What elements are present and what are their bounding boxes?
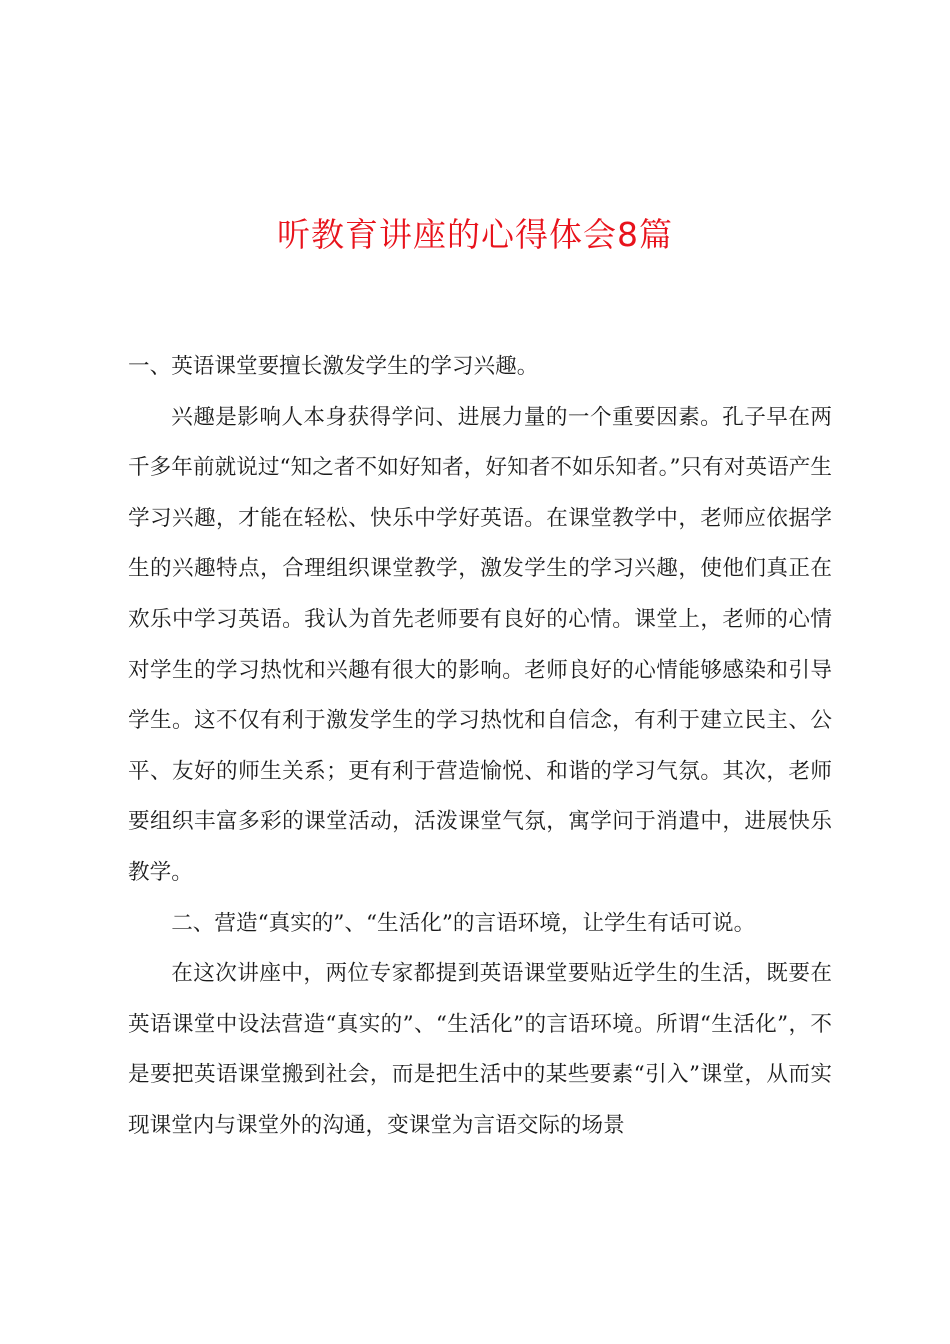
section-heading-2: 二、营造“真实的”、“生活化”的言语环境，让学生有话可说。: [171, 910, 756, 936]
paragraph-1: 兴趣是影响人本身获得学问、进展力量的一个重要因素。孔子早在两千多年前就说过“知之者不如好知者，好知者不如乐知者。”只有对英语产生学习兴趣，才能在轻松、快乐中学好英语。在课堂教学中，老师应依据学生的兴趣特点，合理组织课堂教学，激发学生的学习兴趣，使他们真正在欢乐中学习英语。我认为首先老师要有良好的心情。课堂上，老师的心情对学生的学习热忱和兴趣有很大的影响。老师良好的心情能够感染和引导学生。这不仅有利于激发学生的学习热忱和自信念，有利于建立民主、公平、友好的师生关系；更有利于营造愉悦、和谐的学习气氛。其次，老师要组织丰富多彩的课堂活动，活泼课堂气氛，寓学问于消遣中，进展快乐教学。: [128, 404, 832, 885]
section-heading-1: 一、英语课堂要擅长激发学生的学习兴趣。: [128, 354, 539, 379]
document-title: 听教育讲座的心得体会8篇: [277, 215, 673, 254]
paragraph-2: 在这次讲座中，两位专家都提到英语课堂要贴近学生的生活，既要在英语课堂中设法营造“真实的”、“生活化”的言语环境。所谓“生活化”，不是要把英语课堂搬到社会，而是把生活中的某些要素“引入”课堂，从而实现课堂内与课堂外的沟通，变课堂为言语交际的场景: [128, 961, 832, 1138]
document-body: [128, 342, 832, 1152]
